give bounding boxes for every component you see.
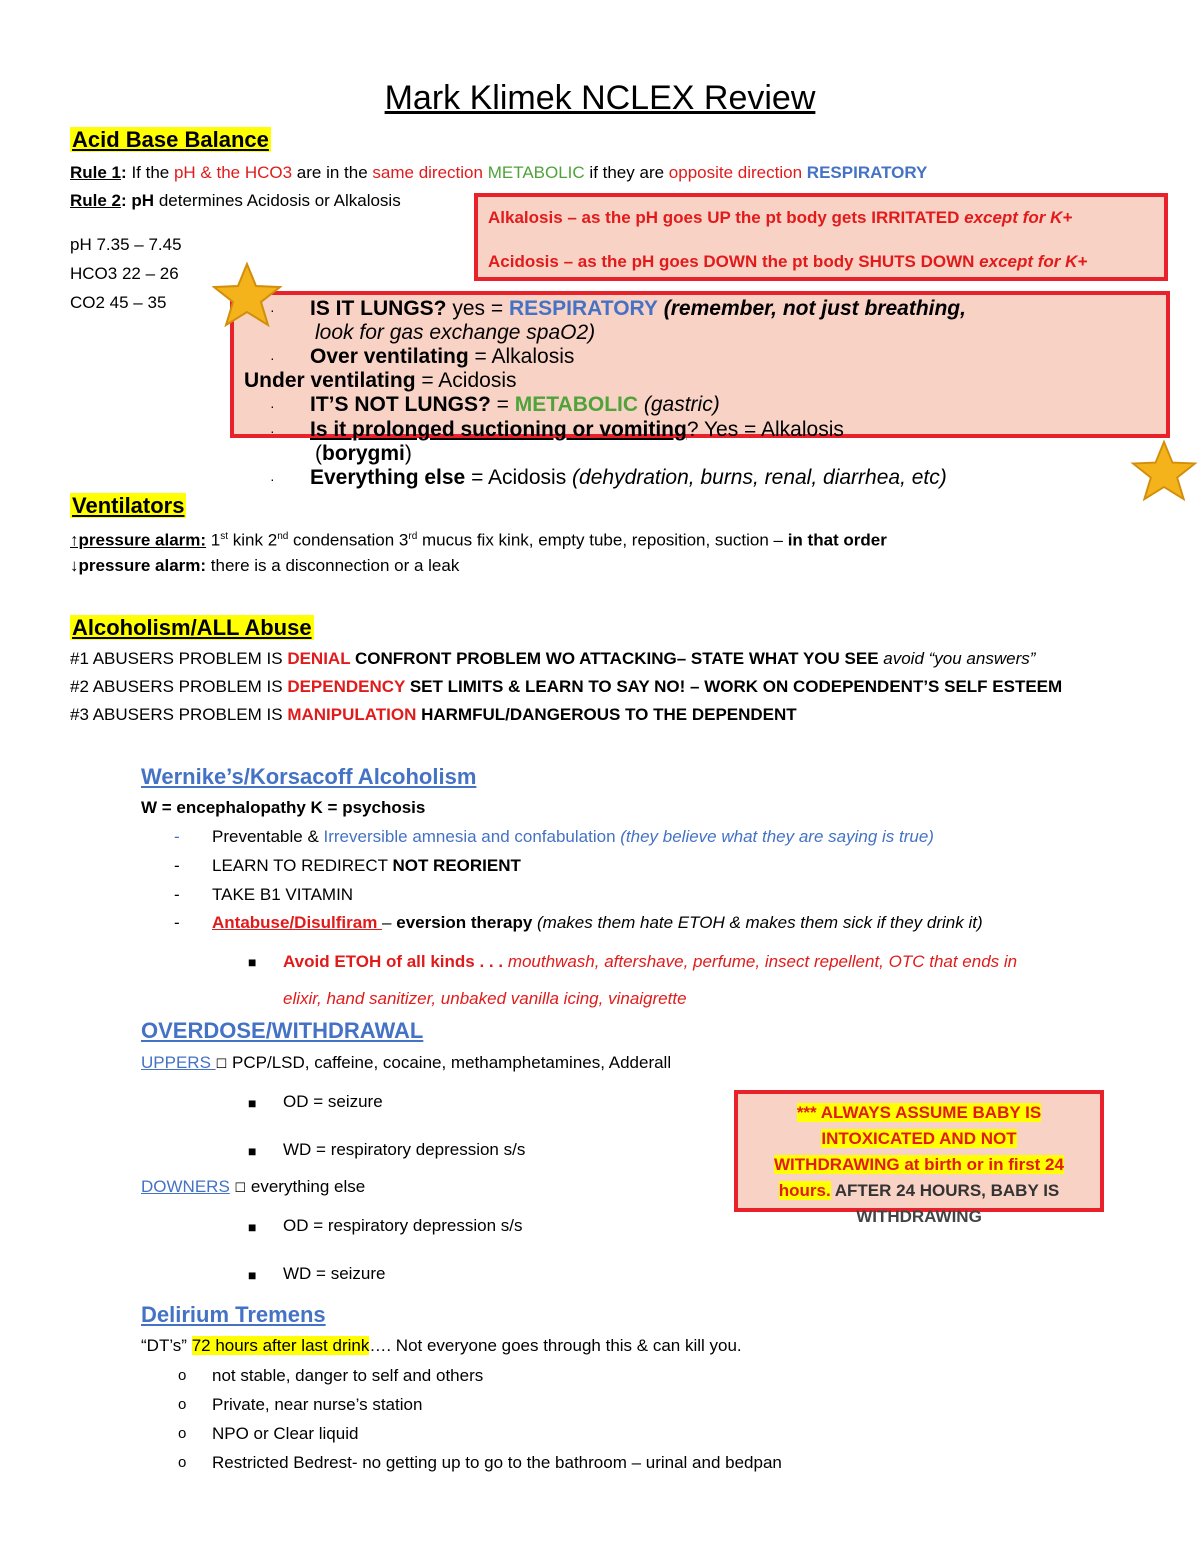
- delirium-item-4: Restricted Bedrest- no getting up to go to the bathroom – urinal and bedpan: [212, 1453, 782, 1472]
- square-bullet: ■: [248, 1143, 257, 1159]
- wernike-heading: Wernike’s/Korsacoff Alcoholism: [141, 764, 477, 789]
- square-bullet: ■: [248, 1095, 257, 1111]
- lungs-note-line: look for gas exchange spaO2): [315, 321, 596, 344]
- wernike-item-1: Preventable & Irreversible amnesia and confabulation (they believe what they are saying is true): [212, 827, 934, 846]
- abuser-problem-2: #2 ABUSERS PROBLEM IS DEPENDENCY SET LIMITS & LEARN TO SAY NO! – WORK ON CODEPENDENT’S SELF ESTEEM: [70, 677, 1063, 696]
- baby-warning-tail: AFTER 24 HOURS, BABY IS: [830, 1181, 1060, 1200]
- downers-line: DOWNERS ☐ everything else: [141, 1177, 366, 1196]
- dash-bullet: -: [174, 913, 180, 932]
- delirium-heading: Delirium Tremens: [141, 1302, 326, 1327]
- rule1-line: Rule 1: If the pH & the HCO3 are in the same direction METABOLIC if they are opposite direction RESPIRATORY: [70, 163, 928, 182]
- uppers-wd: WD = respiratory depression s/s: [283, 1140, 526, 1159]
- delirium-item-1: not stable, danger to self and others: [212, 1366, 484, 1385]
- not-lungs-line: · IT’S NOT LUNGS? = METABOLIC (gastric): [270, 393, 720, 416]
- alkalosis-acidosis-box: [474, 193, 1168, 281]
- dash-bullet: -: [174, 885, 180, 904]
- uppers-od: OD = seizure: [283, 1092, 383, 1111]
- alcoholism-heading: Alcoholism/ALL Abuse: [72, 615, 312, 640]
- star-icon: [212, 262, 282, 328]
- ph-range: pH 7.35 – 7.45: [70, 235, 182, 254]
- prolonged-line: · Is it prolonged suctioning or vomiting? Yes = Alkalosis: [270, 418, 844, 441]
- downers-od: OD = respiratory depression s/s: [283, 1216, 523, 1235]
- baby-warning-line-3: WITHDRAWING at birth or in first 24: [774, 1155, 1064, 1174]
- delirium-line: “DT’s” 72 hours after last drink…. Not everyone goes through this & can kill you.: [141, 1336, 742, 1355]
- rule2-line: Rule 2: pH determines Acidosis or Alkalosis: [70, 191, 401, 210]
- overdose-heading: OVERDOSE/WITHDRAWAL: [141, 1018, 424, 1043]
- abuser-problem-3: #3 ABUSERS PROBLEM IS MANIPULATION HARMFUL/DANGEROUS TO THE DEPENDENT: [70, 705, 797, 724]
- avoid-etoh-line: Avoid ETOH of all kinds . . . mouthwash, aftershave, perfume, insect repellent, OTC that ends in: [283, 952, 1018, 971]
- uppers-line: UPPERS ☐ PCP/LSD, caffeine, cocaine, methamphetamines, Adderall: [141, 1053, 672, 1072]
- baby-warning-line-2: INTOXICATED AND NOT: [821, 1129, 1017, 1148]
- acidosis-line: Acidosis – as the pH goes DOWN the pt body SHUTS DOWN except for K+: [488, 252, 1088, 271]
- co2-range: CO2 45 – 35: [70, 293, 167, 312]
- square-bullet: ■: [248, 1219, 257, 1235]
- everything-else-line: · Everything else = Acidosis (dehydration, burns, renal, diarrhea, etc): [270, 466, 947, 489]
- under-ventilating-line: Under ventilating = Acidosis: [244, 369, 517, 392]
- circle-bullet: o: [178, 1454, 187, 1471]
- dash-bullet: -: [174, 827, 180, 846]
- baby-warning-box: [734, 1090, 1104, 1212]
- wernike-item-2: LEARN TO REDIRECT NOT REORIENT: [212, 856, 521, 875]
- baby-warning-line-4: hours.: [778, 1181, 831, 1200]
- lungs-question-line: · IS IT LUNGS? yes = RESPIRATORY (remember, not just breathing,: [270, 297, 966, 320]
- baby-warning-tail-2: WITHDRAWING: [856, 1207, 982, 1226]
- wernike-item-3: TAKE B1 VITAMIN: [212, 885, 354, 904]
- high-pressure-line: ↑pressure alarm: 1st kink 2nd condensation 3rd mucus fix kink, empty tube, reposition, suction – in that order: [70, 530, 887, 550]
- hco3-range: HCO3 22 – 26: [70, 264, 179, 283]
- dash-bullet: -: [174, 856, 180, 875]
- acid-base-heading: Acid Base Balance: [72, 127, 269, 152]
- avoid-etoh-line-2: elixir, hand sanitizer, unbaked vanilla icing, vinaigrette: [283, 989, 687, 1008]
- low-pressure-line: ↓pressure alarm: there is a disconnection or a leak: [70, 556, 460, 575]
- circle-bullet: o: [178, 1396, 187, 1413]
- delirium-item-3: NPO or Clear liquid: [212, 1424, 359, 1443]
- downers-wd: WD = seizure: [283, 1264, 386, 1283]
- baby-warning-line-1: *** ALWAYS ASSUME BABY IS: [796, 1103, 1042, 1122]
- page-title: Mark Klimek NCLEX Review: [384, 79, 816, 117]
- square-bullet: ■: [248, 1267, 257, 1283]
- wernike-definition: W = encephalopathy K = psychosis: [141, 798, 426, 817]
- circle-bullet: o: [178, 1367, 187, 1384]
- wernike-item-4: Antabuse/Disulfiram – eversion therapy (makes them hate ETOH & makes them sick if they drink it): [212, 913, 983, 932]
- star-icon: [1130, 440, 1198, 502]
- delirium-item-2: Private, near nurse’s station: [212, 1395, 423, 1414]
- over-ventilating-line: · Over ventilating = Alkalosis: [270, 345, 575, 368]
- square-bullet: ■: [248, 954, 257, 970]
- borygmi-line: (borygmi): [315, 442, 412, 465]
- circle-bullet: o: [178, 1425, 187, 1442]
- abuser-problem-1: #1 ABUSERS PROBLEM IS DENIAL CONFRONT PROBLEM WO ATTACKING– STATE WHAT YOU SEE avoid “you answers”: [70, 649, 1036, 668]
- alkalosis-line: Alkalosis – as the pH goes UP the pt body gets IRRITATED except for K+: [488, 208, 1073, 227]
- ventilators-heading: Ventilators: [72, 493, 185, 518]
